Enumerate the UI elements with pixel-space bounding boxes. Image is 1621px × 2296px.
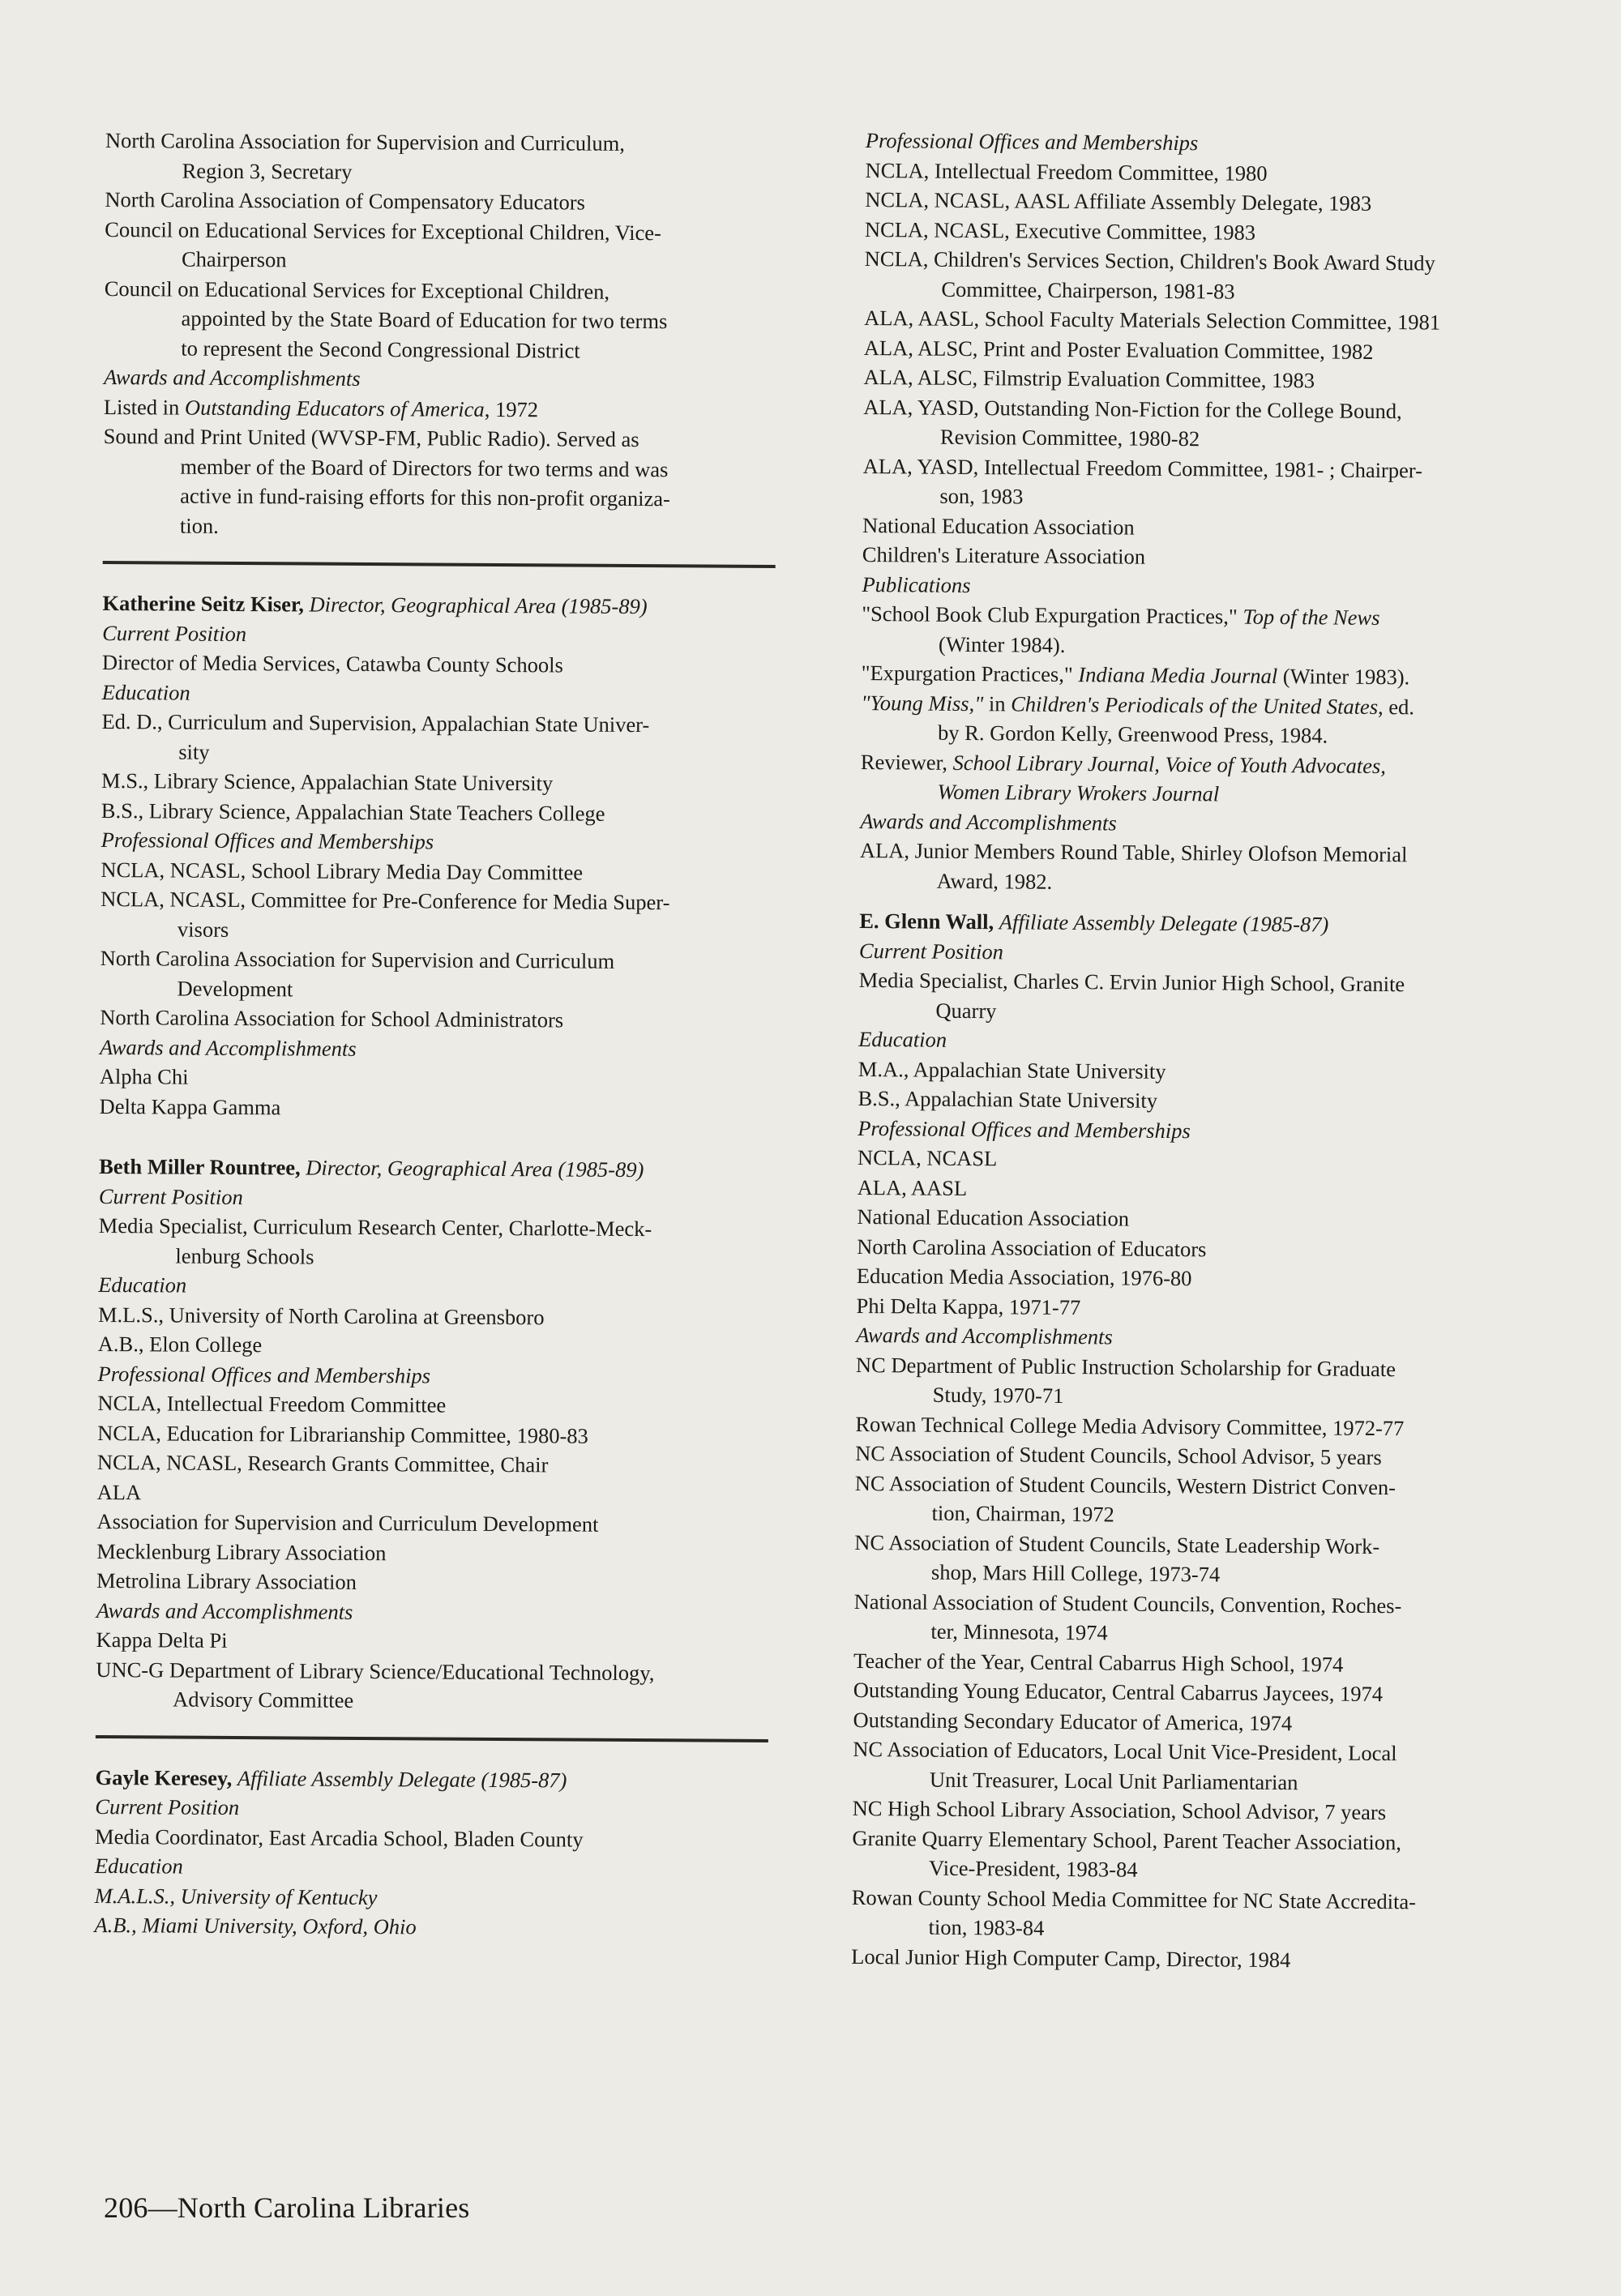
text-run: ALA, Junior Members Round Table, Shirley Olofson Memorial <box>859 837 1408 867</box>
text-run: A.B., Elon College <box>97 1331 263 1358</box>
text-line <box>101 884 773 918</box>
text-run: Outstanding Secondary Educator of America, 1974 <box>853 1707 1293 1735</box>
text-run: NCLA, Intellectual Freedom Committee, 1980 <box>865 157 1268 186</box>
text-line <box>97 1388 770 1422</box>
text-line <box>100 1003 772 1037</box>
text-line <box>103 481 776 515</box>
text-run: National Association of Student Councils, Convention, Roches- <box>853 1588 1402 1618</box>
text-run: NCLA, NCASL, School Library Media Day Committee <box>101 857 584 885</box>
text-line <box>852 1853 1549 1888</box>
text-run: appointed by the State Board of Education for two terms <box>181 306 668 334</box>
text-line <box>94 1910 767 1944</box>
text-run: A.B., Miami University, Oxford, Ohio <box>94 1912 417 1939</box>
text-line <box>854 1498 1551 1533</box>
text-run: M.A.L.S., University of Kentucky <box>94 1883 378 1909</box>
text-run: NC High School Library Association, School Advisor, 7 years <box>852 1795 1387 1825</box>
text-line <box>855 1439 1552 1473</box>
text-run: Unit Treasurer, Local Unit Parliamentarian <box>929 1767 1298 1794</box>
entry-keresey <box>94 1762 768 1943</box>
text-line <box>99 1211 772 1245</box>
text-line <box>101 854 773 888</box>
text-run: to represent the Second Congressional District <box>181 336 580 363</box>
text-run: National Education Association <box>862 512 1135 540</box>
text-run: visors <box>177 917 229 942</box>
text-line <box>98 1299 771 1333</box>
text-run: "School Book Club Expurgation Practices," <box>862 601 1243 629</box>
text-run: ter, Minnesota, 1974 <box>930 1618 1108 1645</box>
text-line <box>865 185 1562 220</box>
text-run: M.A., Appalachian State University <box>858 1056 1166 1084</box>
text-line <box>96 1625 768 1659</box>
text-run: "Young Miss," <box>861 690 984 716</box>
text-run: Listed in <box>103 394 186 420</box>
text-run: Current Position <box>858 938 1004 964</box>
text-line <box>105 214 777 248</box>
text-line <box>104 362 776 396</box>
text-line <box>101 707 774 741</box>
text-line <box>98 1240 771 1274</box>
text-run: Sound and Print United (WVSP-FM, Public Radio). Served as <box>103 423 639 452</box>
text-line <box>851 1912 1548 1947</box>
text-run: Teacher of the Year, Central Cabarrus High School, 1974 <box>853 1648 1344 1677</box>
text-run: Children's Literature Association <box>862 541 1146 569</box>
entry-body <box>851 935 1556 1976</box>
text-line <box>95 1851 768 1885</box>
text-run: Region 3, Secretary <box>182 158 353 184</box>
text-run: Awards and Accomplishments <box>860 808 1117 835</box>
text-run: Metrolina Library Association <box>96 1567 357 1594</box>
text-run: M.S., Library Science, Appalachian State University <box>101 767 554 796</box>
text-run: North Carolina Association for School Administrators <box>100 1004 564 1033</box>
text-run: Media Coordinator, East Arcadia School, Bladen County <box>95 1824 584 1852</box>
text-line <box>862 481 1559 515</box>
entry-wall <box>851 906 1556 1977</box>
text-line <box>99 1091 772 1125</box>
text-run: Professional Offices and Memberships <box>865 127 1199 156</box>
text-line <box>97 1358 770 1392</box>
text-line <box>853 1616 1550 1651</box>
text-run: North Carolina Association of Compensatory Educators <box>105 186 585 215</box>
text-run: NC Association of Student Councils, School Advisor, 5 years <box>855 1440 1382 1470</box>
text-line <box>105 155 778 189</box>
text-run: Media Specialist, Charles C. Ervin Junior High School, Granite <box>858 967 1405 997</box>
text-line <box>102 648 775 682</box>
text-run: M.L.S., University of North Carolina at Greensboro <box>97 1302 545 1329</box>
text-line <box>856 1320 1553 1355</box>
entry-rountree <box>96 1152 772 1718</box>
text-line <box>104 332 776 366</box>
text-run: ALA, ALSC, Filmstrip Evaluation Committee, 1983 <box>863 364 1315 393</box>
person-role: Director, Geographical Area (1985-89) <box>309 592 648 619</box>
left-intro-block <box>103 126 778 544</box>
text-run: Outstanding Young Educator, Central Cabarrus Jaycees, 1974 <box>853 1677 1384 1707</box>
text-run: B.S., Library Science, Appalachian State Teachers College <box>101 797 605 826</box>
text-line <box>862 658 1559 693</box>
text-line <box>865 244 1562 279</box>
text-run: UNC-G Department of Library Science/Educational Technology, <box>96 1657 655 1685</box>
text-line <box>851 1941 1548 1976</box>
text-line <box>95 1821 768 1855</box>
text-line <box>853 1794 1550 1828</box>
text-run: Award, 1982. <box>936 868 1053 894</box>
text-line <box>96 1566 769 1600</box>
entry-header <box>95 1762 768 1796</box>
text-line <box>101 766 774 800</box>
text-line <box>853 1675 1550 1710</box>
text-line <box>97 1417 770 1452</box>
text-run: Vice-President, 1983-84 <box>929 1855 1138 1882</box>
text-line <box>860 776 1557 811</box>
text-run: Media Specialist, Curriculum Research Center, Charlotte-Meck- <box>98 1212 652 1242</box>
text-line <box>863 362 1560 397</box>
text-run: Granite Quarry Elementary School, Parent Teacher Association, <box>852 1825 1402 1854</box>
text-line <box>103 510 776 544</box>
text-run: Indiana Media Journal <box>1078 662 1278 689</box>
text-line <box>96 1507 769 1541</box>
text-line <box>96 1536 769 1570</box>
text-run: NCLA, Intellectual Freedom Committee <box>97 1390 447 1417</box>
text-run: NCLA, Children's Services Section, Children's Book Award Study <box>864 246 1435 276</box>
text-line <box>98 1270 771 1304</box>
text-line <box>105 273 777 307</box>
text-run: Awards and Accomplishments <box>104 364 361 391</box>
text-run: Women Library Wrokers Journal <box>937 779 1220 806</box>
text-run: Study, 1970-71 <box>932 1382 1064 1408</box>
text-line <box>101 736 774 770</box>
text-run: Publications <box>862 571 971 597</box>
text-run: ALA, AASL, School Faculty Materials Selection Committee, 1981 <box>864 305 1441 335</box>
page-footer: 206—North Carolina Libraries <box>104 2191 470 2224</box>
text-line <box>866 126 1563 160</box>
text-line <box>101 825 774 859</box>
text-run: Current Position <box>95 1794 240 1820</box>
text-run: Rowan Technical College Media Advisory Committee, 1972-77 <box>855 1411 1405 1440</box>
text-run: Ed. D., Curriculum and Supervision, Appalachian State Univer- <box>101 708 650 738</box>
text-run: NCLA, NCASL, Executive Committee, 1983 <box>864 216 1256 245</box>
text-line <box>104 421 776 455</box>
text-run: ALA <box>96 1479 142 1504</box>
text-run: Alpha Chi <box>99 1063 189 1089</box>
text-line <box>105 244 777 278</box>
text-line <box>860 865 1557 900</box>
text-line <box>857 1261 1554 1296</box>
text-line <box>96 1654 768 1688</box>
text-run: Current Position <box>102 620 247 646</box>
text-run: Advisory Committee <box>173 1687 354 1712</box>
entry-header <box>99 1152 772 1186</box>
text-line <box>860 836 1557 870</box>
text-run: NC Department of Public Instruction Scholarship for Graduate <box>855 1352 1396 1381</box>
text-run: B.S., Appalachian State University <box>858 1085 1158 1113</box>
text-run: NC Association of Student Councils, Western District Conven- <box>854 1470 1396 1499</box>
text-line <box>864 303 1561 338</box>
text-run: sity <box>178 739 210 764</box>
text-run: , 1972 <box>484 396 539 421</box>
text-run: Association for Supervision and Curriculum Development <box>96 1508 599 1537</box>
section-divider <box>96 1734 768 1742</box>
text-run: NCLA, NCASL <box>857 1144 998 1171</box>
text-line <box>853 1734 1550 1769</box>
text-run: Delta Kappa Gamma <box>99 1093 281 1119</box>
entry-header <box>859 906 1556 941</box>
text-run: North Carolina Association for Supervision and Curriculum, <box>105 127 626 156</box>
text-line <box>95 1880 768 1914</box>
text-line <box>862 599 1559 634</box>
text-run: tion, Chairman, 1972 <box>931 1500 1114 1527</box>
text-line <box>101 795 774 829</box>
text-run: tion, 1983-84 <box>928 1914 1045 1940</box>
entry-kiser <box>99 588 775 1125</box>
text-line <box>859 965 1556 1000</box>
text-run: Director of Media Services, Catawba County Schools <box>101 649 563 678</box>
text-run: (Winter 1984). <box>938 631 1066 657</box>
text-run: Professional Offices and Memberships <box>101 827 434 854</box>
text-run: Education <box>858 1026 947 1052</box>
text-run: Local Junior High Computer Camp, Director, 1984 <box>851 1943 1291 1972</box>
text-run: Education Media Association, 1976-80 <box>856 1263 1192 1291</box>
person-role: Affiliate Assembly Delegate (1985-87) <box>999 909 1329 937</box>
text-run: lenburg Schools <box>175 1243 314 1269</box>
right-intro-block <box>860 126 1563 900</box>
text-run: , ed. <box>1377 694 1415 719</box>
right-column <box>851 126 1563 1977</box>
text-run: ALA, YASD, Outstanding Non-Fiction for the College Bound, <box>863 394 1402 423</box>
text-run: active in fund-raising efforts for this non-profit organiza- <box>180 483 670 511</box>
text-line <box>96 1595 769 1629</box>
text-run: Professional Offices and Memberships <box>97 1361 431 1387</box>
text-line <box>97 1447 770 1481</box>
text-run: Awards and Accomplishments <box>856 1322 1113 1349</box>
text-line <box>858 994 1555 1029</box>
person-role: Affiliate Assembly Delegate (1985-87) <box>237 1765 567 1793</box>
text-run: Education <box>94 1853 183 1879</box>
text-run: Revision Committee, 1980-82 <box>939 424 1200 451</box>
text-run: ALA, ALSC, Print and Poster Evaluation Committee, 1982 <box>863 335 1374 364</box>
text-run: tion. <box>179 513 219 538</box>
person-role: Director, Geographical Area (1985-89) <box>306 1155 644 1182</box>
entry-header <box>102 588 775 622</box>
left-column <box>94 126 778 1944</box>
text-run: NCLA, NCASL, Committee for Pre-Conference for Media Super- <box>101 886 670 915</box>
text-line <box>99 1181 772 1215</box>
text-run: Kappa Delta Pi <box>96 1627 228 1653</box>
text-run: Council on Educational Services for Exceptional Children, Vice- <box>105 216 662 245</box>
text-run: Current Position <box>98 1183 243 1209</box>
text-run: Mecklenburg Library Association <box>96 1538 387 1565</box>
text-run: NC Association of Educators, Local Unit Vice-President, Local <box>853 1736 1397 1766</box>
text-run: Development <box>177 976 293 1001</box>
text-line <box>858 1084 1555 1118</box>
text-line <box>854 1557 1551 1592</box>
text-run: Outstanding Educators of America <box>184 395 485 421</box>
text-run: NC Association of Student Councils, State Leadership Work- <box>854 1529 1380 1558</box>
text-run: member of the Board of Directors for two terms and was <box>180 454 669 481</box>
text-run: "Expurgation Practices," <box>861 660 1079 687</box>
text-line <box>98 1329 771 1363</box>
text-line <box>862 540 1559 575</box>
text-run: in <box>983 691 1012 716</box>
text-line <box>100 1032 772 1066</box>
text-run: Awards and Accomplishments <box>99 1034 357 1061</box>
text-run: by R. Gordon Kelly, Greenwood Press, 1984. <box>938 720 1328 748</box>
entry-body <box>94 1792 768 1944</box>
text-run: (Winter 1983). <box>1277 664 1410 690</box>
text-run: North Carolina Association for Supervision and Curriculum <box>100 945 615 973</box>
text-line <box>105 185 777 219</box>
text-run: Children's Periodicals of the United States <box>1011 691 1379 719</box>
text-line <box>102 618 775 652</box>
text-run: Top of the News <box>1242 604 1380 631</box>
text-run: Council on Educational Services for Exceptional Children, <box>104 276 610 304</box>
text-run: National Education Association <box>857 1204 1130 1231</box>
text-run: Rowan County School Media Committee for NC State Accredita- <box>851 1884 1417 1913</box>
text-line <box>100 973 772 1007</box>
person-name: Katherine Seitz Kiser, <box>102 590 305 617</box>
text-run: NCLA, NCASL, AASL Affiliate Assembly Delegate, 1983 <box>865 186 1372 216</box>
text-line <box>858 1143 1555 1178</box>
text-line <box>95 1792 768 1826</box>
text-line <box>104 303 776 337</box>
text-run: NCLA, NCASL, Research Grants Committee, Chair <box>96 1449 549 1477</box>
text-run: North Carolina Association of Educators <box>857 1234 1207 1261</box>
text-run: Chairperson <box>181 246 287 272</box>
text-run: ALA, YASD, Intellectual Freedom Committee, 1981- ; Chairper- <box>862 453 1423 482</box>
text-line <box>101 943 773 977</box>
text-run: shop, Mars Hill College, 1973-74 <box>930 1559 1221 1587</box>
entry-body <box>99 618 775 1125</box>
text-line <box>104 391 776 425</box>
text-run: Education <box>98 1272 187 1298</box>
text-run: Phi Delta Kappa, 1971-77 <box>856 1293 1081 1319</box>
text-line <box>103 451 776 485</box>
text-line <box>857 1202 1554 1237</box>
text-run: Awards and Accomplishments <box>96 1597 353 1624</box>
text-run: Committee, Chairperson, 1981-83 <box>941 276 1235 304</box>
text-run: Education <box>101 679 190 705</box>
text-run: School Library Journal, Voice of Youth Advocates, <box>952 750 1387 778</box>
text-line <box>856 1379 1553 1414</box>
text-line <box>101 913 773 947</box>
person-name: Gayle Keresey, <box>95 1764 233 1790</box>
section-divider <box>103 561 776 568</box>
text-line <box>863 421 1560 456</box>
person-name: E. Glenn Wall, <box>859 908 994 934</box>
text-line <box>96 1684 768 1718</box>
text-run: ALA, AASL <box>857 1174 968 1200</box>
text-line <box>97 1477 770 1511</box>
text-run: son, 1983 <box>939 483 1024 509</box>
text-run: Reviewer, <box>860 749 953 775</box>
text-run: Professional Offices and Memberships <box>858 1115 1191 1143</box>
text-run: NCLA, Education for Librarianship Committee, 1980-83 <box>97 1420 588 1448</box>
text-run: Quarry <box>935 998 997 1023</box>
text-line <box>102 677 775 711</box>
entry-body <box>96 1181 772 1717</box>
text-line <box>105 126 778 160</box>
text-line <box>100 1062 772 1096</box>
text-line <box>861 717 1558 752</box>
person-name: Beth Miller Rountree, <box>99 1153 301 1180</box>
